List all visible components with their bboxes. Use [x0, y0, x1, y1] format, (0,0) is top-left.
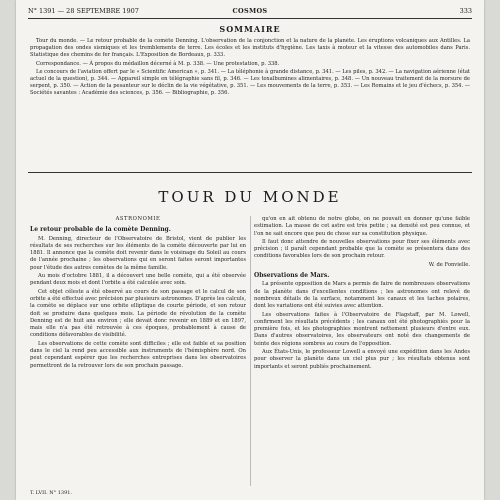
document-page	[16, 0, 484, 500]
header-rule	[28, 18, 472, 19]
page-footer: T. LVII. N° 1391.	[30, 490, 73, 496]
author-signature: W. de Fonvielle.	[428, 261, 470, 268]
article-title: Le retour probable de la comète Denning.	[30, 226, 171, 234]
running-header	[28, 6, 472, 16]
right-column	[254, 216, 470, 486]
body-paragraph: M. Denning, directeur de l'Observatoire de Bristol, vient de publier les résultats de ses recherches sur les éléments de la comète découverte par lui en 1881. Il annonce que la comète doit revenir dans le voisinage du Soleil au cours de l'année prochaine ; les observations qui en seront faites seront importantes pour l'étude des autres comètes de la même famille.	[30, 235, 246, 271]
body-paragraph: Les observations faites à l'Observatoire de Flagstaff, par M. Lowell, confirment les résultats précédents ; les canaux ont été photographiés pour la première fois, et les photographies montrent nettement plusieurs d'entre eux. Dans d'autres observatoires, les observateurs ont noté des changements de teinte des régions sombres au cours de l'opposition.	[254, 311, 470, 347]
body-paragraph: Les observations de cette comète sont difficiles ; elle est faible et sa position dans le ciel la rend peu accessible aux instruments de l'hémisphère nord. On peut cependant espérer que les recherches entreprises dans les observatoires permettront de la retrouver lors de son prochain passage.	[30, 340, 246, 369]
article-title: Observations de Mars.	[254, 272, 330, 280]
body-paragraph: Il faut donc attendre de nouvelles observations pour fixer ses éléments avec précision ; il paraît cependant probable que la comète se présentera dans des conditions favorables lors de son prochain retour.	[254, 238, 470, 260]
body-paragraph: Aux États-Unis, le professeur Lowell a envoyé une expédition dans les Andes pour observer la planète dans un ciel plus pur ; les résultats obtenus sont importants et seront publiés prochainement.	[254, 349, 470, 370]
sommaire-rule	[28, 172, 472, 173]
rubric-heading: ASTRONOMIE	[115, 216, 161, 222]
body-paragraph: qu'on en ait obtenu de notre globe, on ne pouvait en donner qu'une faible estimation. La masse de cet astre est très petite ; sa densité est peu connue, et l'on ne sait encore que peu de chose sur sa constitution physique.	[254, 216, 470, 237]
left-column	[30, 216, 246, 486]
sommaire-heading: SOMMAIRE	[219, 24, 281, 34]
page-number: 333	[459, 7, 472, 15]
body-paragraph: Au mois d'octobre 1881, il a découvert une belle comète, qui a été observée pendant deux mois et dont l'orbite a été calculée avec soin.	[30, 273, 246, 287]
section-title: TOUR DU MONDE	[158, 188, 342, 206]
column-divider	[250, 216, 251, 486]
body-paragraph: La présente opposition de Mars a permis de faire de nombreuses observations de la planète dans d'excellentes conditions ; les astronomes ont relevé de nombreux détails de la surface, notamment les canaux et les taches polaires, dont les variations ont été suivies avec attention.	[254, 281, 470, 310]
sommaire-paragraph: Le concours de l'aviation offert par le « Scientific American », p. 341. — La téléphonie à grande distance, p. 341. — Les piles, p. 342. — La navigation aérienne (état actuel de la question), p. 344. — Appareil simple en télégraphie sans fil, p. 346. — Les toxalbumines alimentaires, p. 348. — Un nouveau traitement de la morsure de serpent, p. 350. — Action de la pesanteur sur le déclin de la vie végétative, p. 351. — Les mouvements de la terre, p. 353. — Les Romains et le jeu d'échecs, p. 354. — Sociétés savantes : Académie des sciences, p. 356. — Bibliographie, p. 356.	[30, 68, 470, 97]
sommaire-text	[30, 38, 470, 166]
issue-date: N° 1391 — 28 SEPTEMBRE 1907	[28, 7, 139, 15]
body-paragraph: Cet objet céleste a été observé au cours de son passage et le calcul de son orbite a été effectué avec précision par plusieurs astronomes. D'après les calculs, la comète se déplace sur une orbite elliptique de courte période, et son retour doit se produire dans quelques mois. La période de révolution de la comète Denning est de huit ans environ ; elle devait donc revenir en 1889 et en 1897, mais elle n'a pas été retrouvée à ces époques, probablement à cause de conditions défavorables de visibilité.	[30, 288, 246, 339]
sommaire-paragraph: Tour du monde. — Le retour probable de la comète Denning. L'observation de la conjonction et la nature de la planète. Les éruptions volcaniques aux Antilles. La propagation des ondes sismiques et les tremblements de terre. Les écoles et les instituts d'hygiène. Les taxis à moteur et la vitesse des automobiles dans Paris. Statistique des chemins de fer français. L'Exposition de Bordeaux, p. 333.	[30, 38, 470, 59]
sommaire-paragraph: Correspondance. — À propos du médaillon décerné à M. p. 338. — Une protestation, p. 338.	[36, 60, 280, 67]
journal-name: COSMOS	[232, 7, 268, 15]
